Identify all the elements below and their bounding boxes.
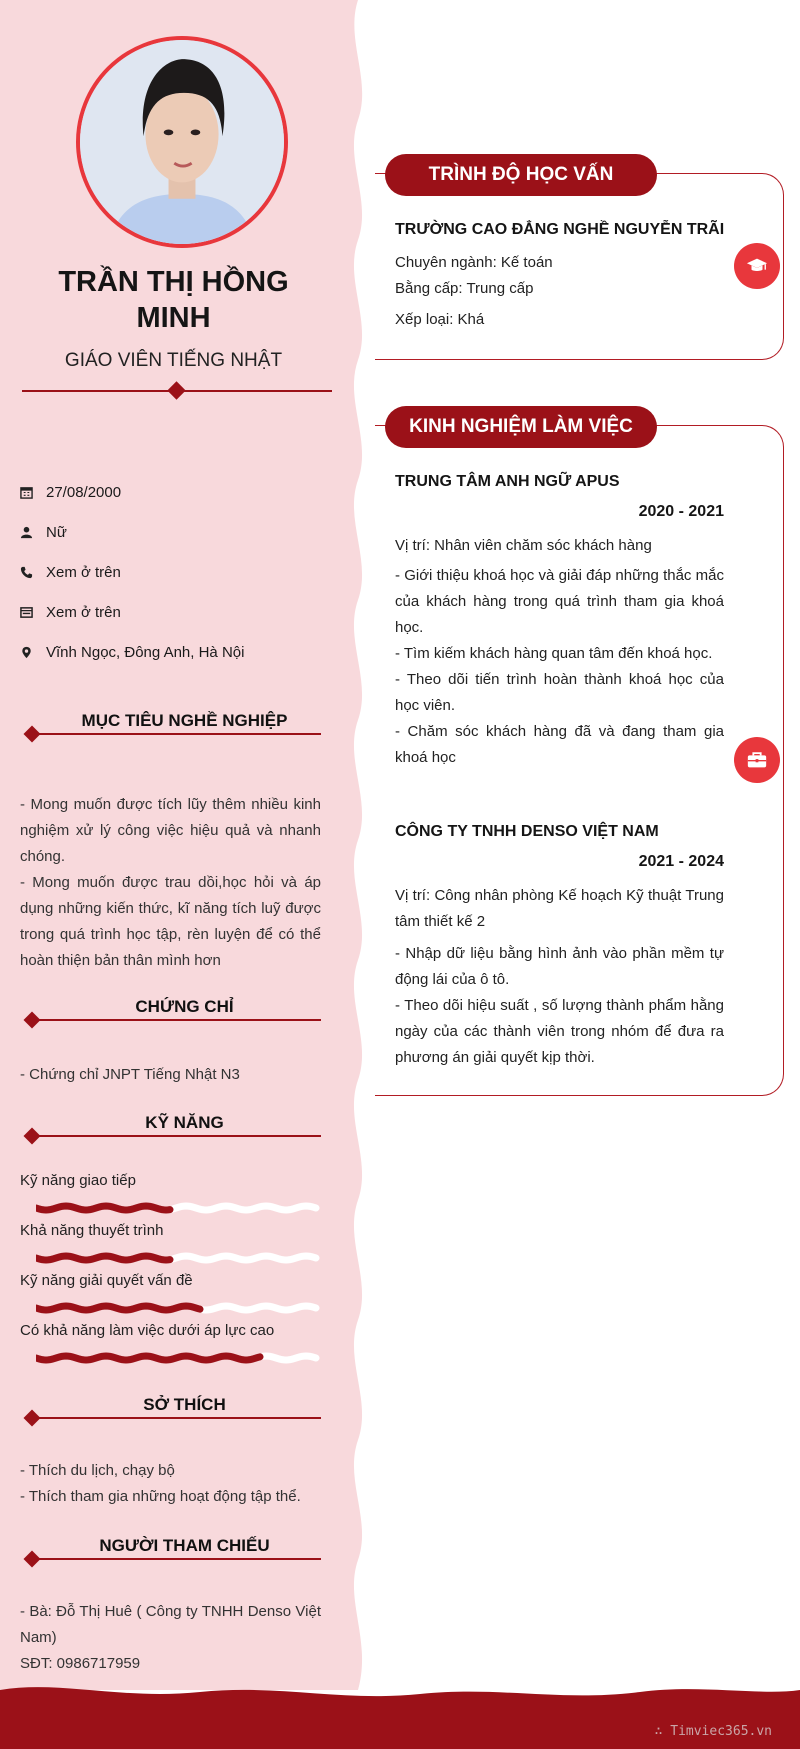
education-rank: Xếp loại: Khá	[395, 311, 485, 328]
certificates-list	[20, 1062, 321, 1088]
heading-diamond	[24, 1012, 41, 1029]
reference-line: - Bà: Đỗ Thị Huê ( Công ty TNHH Denso Việt Nam)	[20, 1603, 321, 1646]
phone-icon	[20, 566, 46, 579]
contact-email	[20, 592, 320, 632]
certificates-heading	[20, 997, 321, 1027]
graduation-cap-icon	[746, 255, 768, 277]
heading-diamond	[24, 1128, 41, 1145]
skill-label: Kỹ năng giao tiếp	[20, 1172, 136, 1189]
job-period: 2021 - 2024	[638, 853, 724, 870]
email-value: Xem ở trên	[46, 603, 121, 621]
hobby-item: - Thích du lịch, chạy bộ	[20, 1462, 175, 1479]
education-degree: Bằng cấp: Trung cấp	[395, 280, 534, 297]
job-company: TRUNG TÂM ANH NGỮ APUS	[395, 473, 620, 490]
heading-diamond	[24, 1410, 41, 1427]
references-heading	[20, 1536, 321, 1566]
brand-text: Timviec365.vn	[670, 1724, 772, 1739]
objective-heading	[20, 711, 321, 741]
job-title: GIÁO VIÊN TIẾNG NHẬT	[64, 350, 283, 371]
certificate-item: - Chứng chỉ JNPT Tiếng Nhật N3	[20, 1066, 240, 1083]
job-duty: - Theo dõi hiệu suất , số lượng thành phẩm hằng ngày của các thành viên trong nhóm để đưa ra phương án giải quyết kịp thời.	[395, 997, 724, 1066]
profile-photo	[76, 36, 288, 248]
heading-diamond	[24, 1551, 41, 1568]
education-major: Chuyên ngành: Kế toán	[395, 254, 553, 271]
skill-label: Có khả năng làm việc dưới áp lực cao	[20, 1322, 275, 1339]
skill-bar-fill	[36, 1356, 260, 1360]
job-company: CÔNG TY TNHH DENSO VIỆT NAM	[395, 823, 659, 840]
address-value: Vĩnh Ngọc, Đông Anh, Hà Nội	[46, 643, 245, 661]
job-duty: - Giới thiệu khoá học và giải đáp những thắc mắc của khách hàng trong quá trình tham gia khoá học.	[395, 567, 724, 636]
job-position: Vị trí: Nhân viên chăm sóc khách hàng	[395, 537, 652, 554]
heading-line	[28, 733, 321, 735]
skill-bar	[36, 1252, 321, 1264]
name-line-1: TRẦN THỊ HỒNG	[58, 266, 289, 298]
gender-value: Nữ	[46, 523, 67, 541]
hobbies-list	[20, 1458, 321, 1510]
contact-phone	[20, 552, 320, 592]
hobbies-title: SỞ THÍCH	[143, 1395, 226, 1414]
job-duties	[395, 563, 724, 771]
hobbies-heading	[20, 1395, 321, 1425]
contact-address	[20, 632, 320, 672]
hobby-item: - Thích tham gia những hoạt động tập thể.	[20, 1488, 301, 1505]
job-duty: - Tìm kiếm khách hàng quan tâm đến khoá học.	[395, 645, 713, 662]
job-period: 2020 - 2021	[638, 503, 724, 520]
user-icon	[20, 526, 46, 539]
heading-line	[28, 1135, 321, 1137]
job-position: Vị trí: Công nhân phòng Kế hoạch Kỹ thuật Trung tâm thiết kế 2	[395, 887, 724, 930]
job-duty: - Theo dõi tiến trình hoàn thành khoá học của học viên.	[395, 671, 724, 714]
brand-icon: ∴	[654, 1724, 671, 1739]
heading-line	[28, 1019, 321, 1021]
map-marker-icon	[20, 646, 46, 659]
objective-text	[20, 792, 321, 974]
heading-line	[28, 1417, 321, 1419]
skill-bar-fill	[36, 1306, 200, 1310]
skill-bar	[36, 1302, 321, 1314]
skill-label: Kỹ năng giải quyết vấn đề	[20, 1272, 193, 1289]
name-line-2: MINH	[136, 302, 211, 334]
certificates-title: CHỨNG CHỈ	[135, 997, 234, 1016]
calendar-icon	[20, 486, 46, 499]
skill-label: Khả năng thuyết trình	[20, 1222, 164, 1239]
contact-birthday	[20, 472, 320, 512]
skills-heading	[20, 1113, 321, 1143]
job-duty: - Nhập dữ liệu bằng hình ảnh vào phần mềm tự động lái của ô tô.	[395, 945, 724, 988]
job-duties	[395, 941, 724, 1071]
candidate-name	[20, 264, 327, 336]
objective-line: - Mong muốn được trau dồi,học hỏi và áp dụng những kiến thức, kĩ năng tích luỹ được trong quá trình học tập, rèn luyện để có thể hoàn thiện bản thân mình hơn	[20, 874, 321, 969]
objective-title: MỤC TIÊU NGHỀ NGHIỆP	[81, 711, 288, 730]
experience-badge	[734, 737, 780, 783]
objective-line: - Mong muốn được tích lũy thêm nhiều kinh nghiệm xử lý công việc hiệu quả và nhanh chóng.	[20, 796, 321, 865]
school-name: TRƯỜNG CAO ĐẲNG NGHỀ NGUYỄN TRÃI	[395, 221, 725, 238]
skill-bar-fill	[36, 1206, 170, 1210]
job-duty: - Chăm sóc khách hàng đã và đang tham gia khoá học	[395, 723, 724, 766]
education-badge	[734, 243, 780, 289]
email-icon	[20, 606, 46, 619]
contact-gender	[20, 512, 320, 552]
references-list	[20, 1599, 321, 1677]
footer-brand	[655, 1724, 772, 1739]
heading-diamond	[24, 726, 41, 743]
skill-bar-fill	[36, 1256, 170, 1260]
phone-value: Xem ở trên	[46, 563, 121, 581]
birthday-value: 27/08/2000	[46, 483, 122, 501]
references-title: NGƯỜI THAM CHIẾU	[99, 1536, 270, 1555]
contact-list	[20, 472, 320, 672]
reference-line: SĐT: 0986717959	[20, 1655, 141, 1672]
skills-title: KỸ NĂNG	[145, 1113, 224, 1132]
heading-line	[28, 1558, 321, 1560]
education-title: TRÌNH ĐỘ HỌC VẤN	[385, 154, 657, 196]
skill-bar	[36, 1202, 321, 1214]
skill-bar	[36, 1352, 321, 1364]
experience-title: KINH NGHIỆM LÀM VIỆC	[385, 406, 657, 448]
briefcase-icon	[746, 749, 768, 771]
